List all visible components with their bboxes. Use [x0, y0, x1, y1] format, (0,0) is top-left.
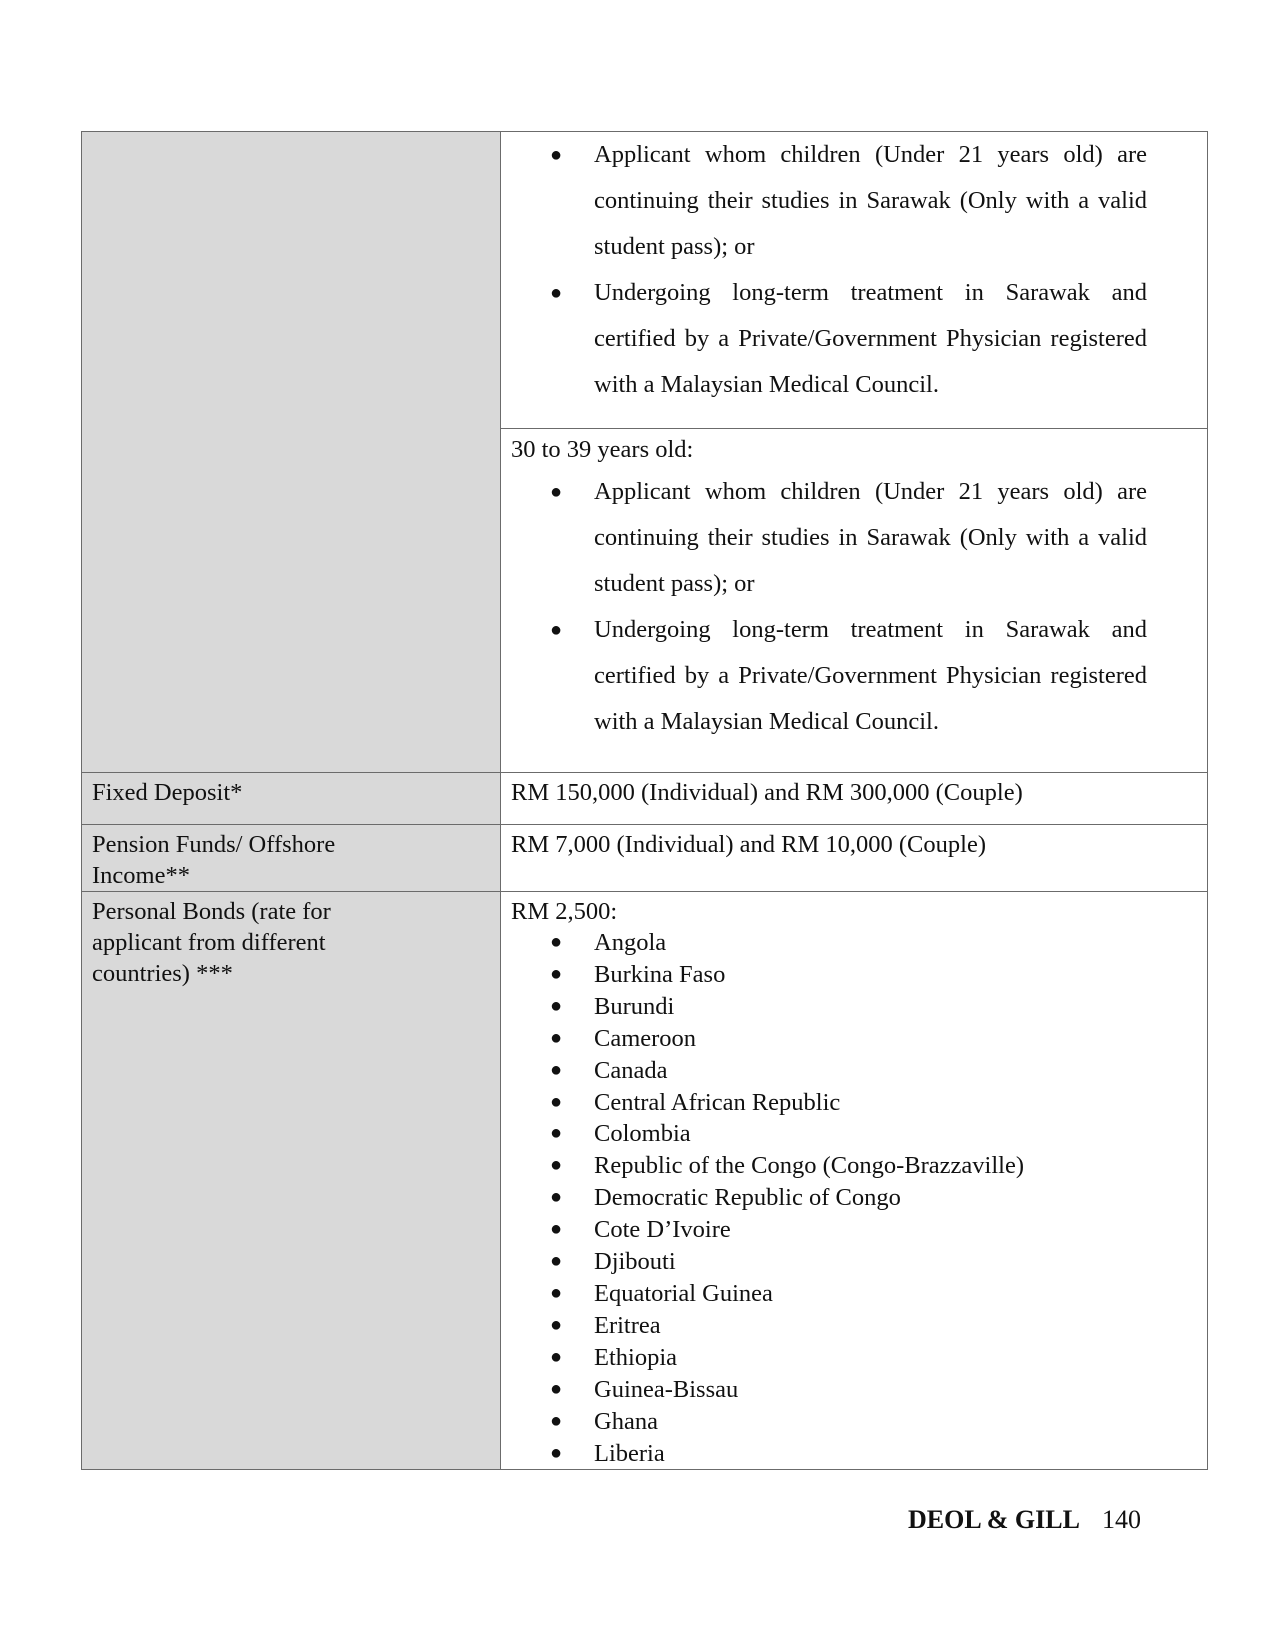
bullet-icon: ● [550, 1409, 563, 1432]
bullet-icon: ● [550, 1154, 563, 1177]
bullet-icon: ● [550, 481, 563, 503]
country-list-item: ● Eritrea [511, 1310, 1197, 1342]
age-range-heading: 30 to 39 years old: [511, 436, 694, 463]
criteria-cell [501, 132, 1208, 429]
country-list-item: ● Burkina Faso [511, 959, 1197, 991]
criteria-list [511, 469, 1197, 745]
bullet-icon: ● [550, 1218, 563, 1241]
country-list-item: ● Republic of the Congo (Congo-Brazzaville) [511, 1150, 1197, 1182]
country-list-item: ● Guinea-Bissau [511, 1374, 1197, 1406]
bullet-icon: ● [550, 619, 563, 641]
country-list-item: ● Democratic Republic of Congo [511, 1182, 1197, 1214]
country-list-item: ● Burundi [511, 991, 1197, 1023]
bullet-icon: ● [550, 994, 563, 1017]
pension-funds-value: RM 7,000 (Individual) and RM 10,000 (Couple) [501, 825, 1208, 892]
bullet-icon: ● [550, 1186, 563, 1209]
country-list-item: ● Cote D’Ivoire [511, 1214, 1197, 1246]
page-footer [908, 1505, 1141, 1535]
bullet-icon: ● [550, 1377, 563, 1400]
bullet-icon: ● [550, 1281, 563, 1304]
bullet-icon: ● [550, 1122, 563, 1145]
fixed-deposit-value: RM 150,000 (Individual) and RM 300,000 (Couple) [501, 773, 1208, 825]
list-item: ● Undergoing long-term treatment in Sarawak and certified by a Private/Government Physician registered with a Malaysian Medical Council. [511, 607, 1197, 745]
list-item: ● Applicant whom children (Under 21 years old) are continuing their studies in Sarawak (Only with a valid student pass); or [511, 469, 1197, 607]
bullet-icon: ● [550, 1313, 563, 1336]
bullet-icon: ● [550, 1345, 563, 1368]
criteria-cell [501, 429, 1208, 773]
pension-funds-label: Pension Funds/ Offshore Income** [82, 825, 501, 892]
bullet-icon: ● [550, 1441, 563, 1464]
country-list-item: ● Colombia [511, 1118, 1197, 1150]
bullet-icon: ● [550, 1026, 563, 1049]
country-list-item: ● Equatorial Guinea [511, 1278, 1197, 1310]
fixed-deposit-label: Fixed Deposit* [82, 773, 501, 825]
list-item: ● Applicant whom children (Under 21 years old) are continuing their studies in Sarawak (Only with a valid student pass); or [511, 132, 1197, 270]
requirements-table [81, 131, 1208, 1470]
personal-bonds-label: Personal Bonds (rate for applicant from different countries) *** [82, 892, 501, 1470]
country-list-item: ● Liberia [511, 1438, 1197, 1470]
table-row [82, 892, 1208, 1470]
country-list-item: ● Canada [511, 1055, 1197, 1087]
country-list-item: ● Cameroon [511, 1023, 1197, 1055]
list-item: ● Undergoing long-term treatment in Sarawak and certified by a Private/Government Physician registered with a Malaysian Medical Council. [511, 270, 1197, 408]
page-number: 140 [1101, 1505, 1141, 1534]
personal-bonds-value [501, 892, 1208, 1470]
country-list-item: ● Ghana [511, 1406, 1197, 1438]
bullet-icon: ● [550, 1058, 563, 1081]
bond-rate-heading: RM 2,500: [511, 898, 618, 925]
bullet-icon: ● [550, 144, 563, 166]
bullet-icon: ● [550, 1250, 563, 1273]
country-list-item: ● Djibouti [511, 1246, 1197, 1278]
bullet-icon: ● [550, 1090, 563, 1113]
bullet-icon: ● [550, 931, 563, 953]
country-list-item: ● Ethiopia [511, 1342, 1197, 1374]
country-list-item: ● Angola [511, 927, 1197, 959]
footer-brand: DEOL & GILL [908, 1505, 1080, 1534]
country-list [511, 927, 1197, 1469]
bullet-icon: ● [550, 282, 563, 304]
country-list-item: ● Central African Republic [511, 1087, 1197, 1119]
blank-label-cell [82, 132, 501, 773]
table-row [82, 825, 1208, 892]
table-row [82, 132, 1208, 429]
criteria-list [511, 132, 1197, 408]
bullet-icon: ● [550, 962, 563, 985]
table-row [82, 773, 1208, 825]
